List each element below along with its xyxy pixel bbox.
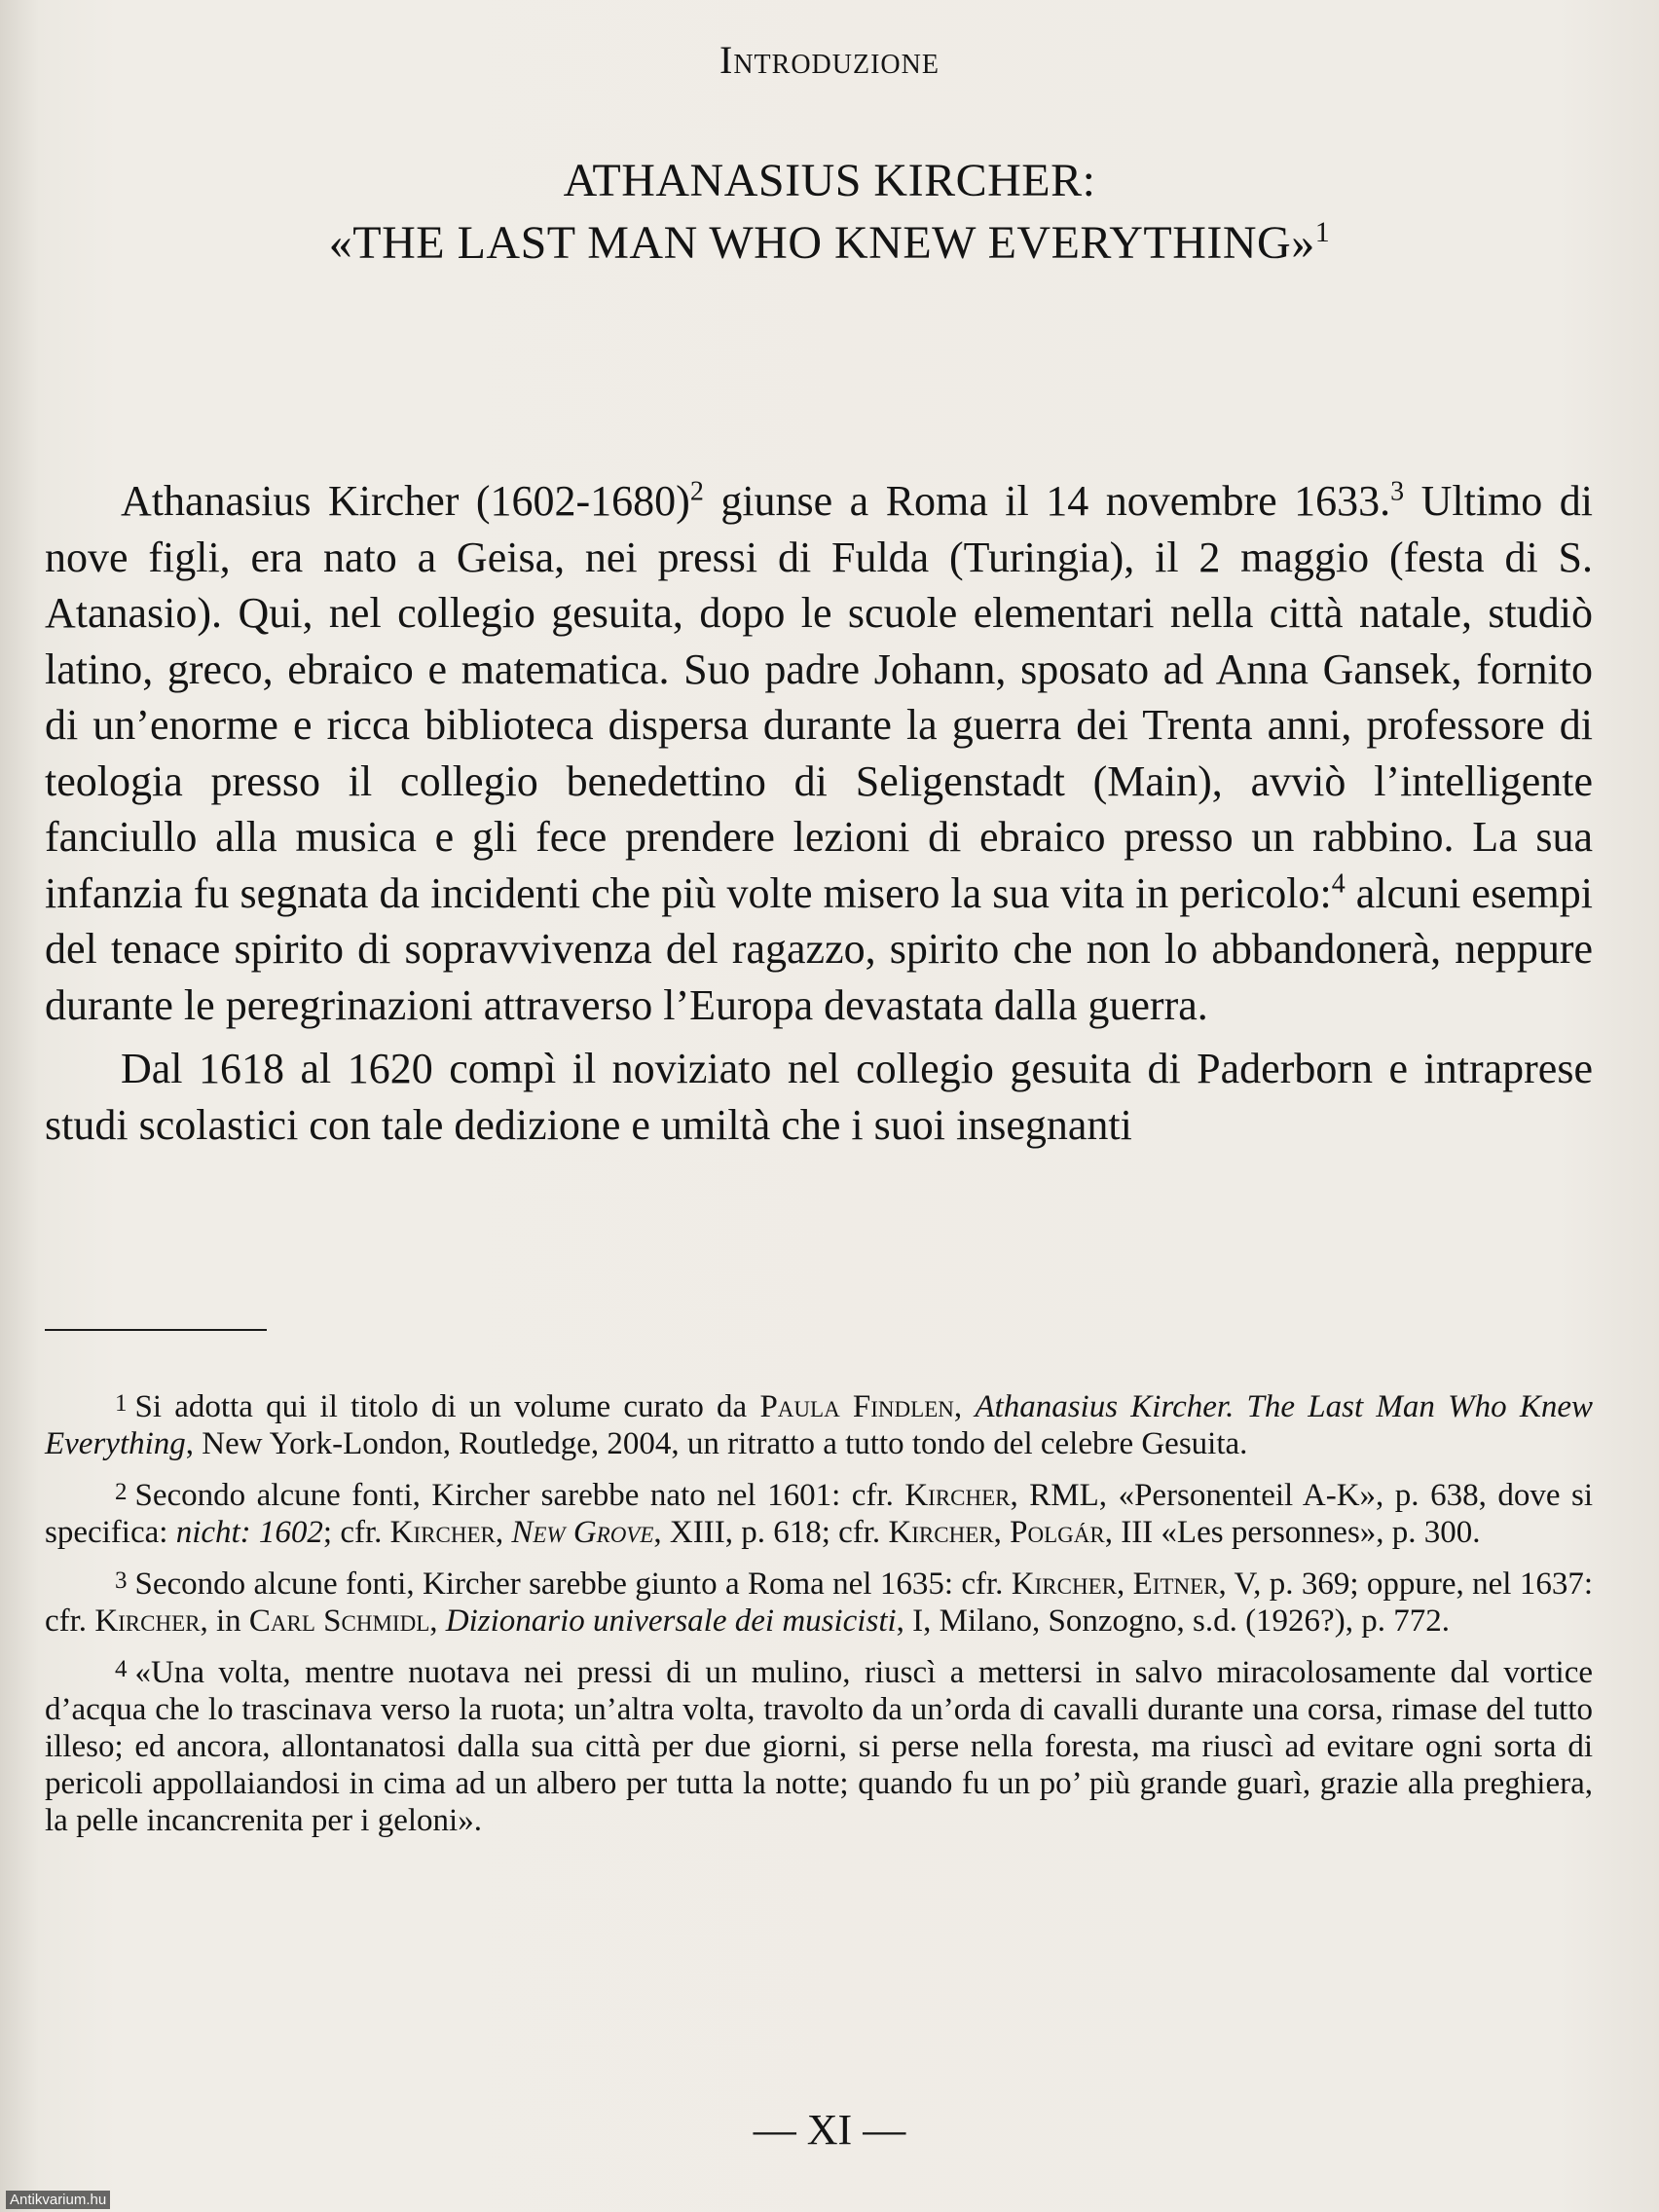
chapter-title-text: «THE LAST MAN WHO KNEW EVERYTHING» (328, 217, 1315, 269)
footnote-author: Paula Findlen (759, 1389, 954, 1424)
footnote-author: Kircher (389, 1515, 496, 1550)
footnote-text: , XIII, p. 618; cfr. (653, 1515, 889, 1550)
paragraph-2: Dal 1618 al 1620 compì il noviziato nel collegio gesuita di Paderborn e intraprese studi scolastici con tale dedizione e umiltà che i suoi insegnanti (45, 1045, 1593, 1149)
paragraph-1 (45, 473, 1593, 1033)
footnote-ref-3: 3 (1390, 476, 1405, 507)
paragraph-1-text-b: giunse a Roma il 14 novembre 1633. (703, 477, 1391, 525)
running-header: Introduzione (719, 38, 940, 82)
footnote-author: Kircher (94, 1604, 201, 1639)
footnote-text: , V, p. 369; oppure, nel 1637: cfr. (45, 1567, 1593, 1639)
main-text (45, 473, 1593, 1161)
footnote-4 (45, 1651, 1593, 1839)
footnote-number: 1 (115, 1390, 128, 1417)
footnote-text: , I, Milano, Sonzogno, s.d. (1926?), p. 772. (896, 1604, 1450, 1639)
footnote-number: 2 (115, 1479, 128, 1505)
footnote-author: Polgár (1010, 1515, 1105, 1550)
footnote-author: Kircher (904, 1478, 1011, 1513)
footnote-quote: nicht: 1602 (175, 1515, 323, 1550)
page-number: — XI — (753, 2106, 906, 2154)
footnote-work-title: Dizionario universale dei musicisti (445, 1604, 897, 1639)
footnote-3 (45, 1563, 1593, 1640)
footnote-text: , (993, 1515, 1011, 1550)
footnote-text: Secondo alcune fonti, Kircher sarebbe giunto a Roma nel 1635: cfr. (134, 1567, 1012, 1602)
footnote-ref-4: 4 (1331, 867, 1346, 899)
watermark: Antikvarium.hu (6, 2191, 110, 2209)
footnote-author: Kircher (888, 1515, 994, 1550)
footnote-number: 3 (115, 1567, 128, 1594)
chapter-title-line-2 (0, 216, 1659, 270)
footnote-text: , (429, 1604, 446, 1639)
footnote-text: Secondo alcune fonti, Kircher sarebbe nato nel 1601: cfr. (134, 1478, 905, 1513)
footnote-divider (45, 1329, 267, 1331)
chapter-title-line-1: ATHANASIUS KIRCHER: (563, 155, 1096, 206)
footnotes (45, 1385, 1593, 1851)
footnote-text: Si adotta qui il titolo di un volume curato da (134, 1389, 760, 1424)
footnote-author: Eitner (1132, 1567, 1219, 1602)
paragraph-1-text-d: alcuni esempi del tenace spirito di sopravvivenza del ragazzo, spirito che non lo abbandonerà, neppure durante le peregrinazioni attraverso l’Europa devastata dalla guerra. (45, 868, 1594, 1029)
footnote-text: , III «Les personnes», p. 300. (1104, 1515, 1481, 1550)
footnote-number: 4 (115, 1656, 128, 1682)
paragraph-1-text-c: Ultimo di nove figli, era nato a Geisa, nei pressi di Fulda (Turingia), il 2 maggio (festa di S. Atanasio). Qui, nel collegio gesuita, dopo le scuole elementari nella città natale, studiò latino, greco, ebraico e matematica. Suo padre Johann, sposato ad Anna Gansek, fornito di un’enorme e ricca biblioteca dispersa durante la guerra dei Trenta anni, professore di teologia presso il collegio benedettino di Seligenstadt (Main), avviò l’intelligente fanciullo alla musica e gli fece prendere lezioni di ebraico presso un rabbino. La sua infanzia fu segnata da incidenti che più volte misero la sua vita in pericolo: (45, 477, 1593, 917)
footnote-ref-2: 2 (689, 476, 704, 507)
footnote-text: , (1117, 1567, 1133, 1602)
footnote-text: , (953, 1389, 976, 1424)
footnote-author: Carl Schmidl (248, 1604, 430, 1639)
footnote-text: ; cfr. (322, 1515, 390, 1550)
footnote-text: , in (200, 1604, 249, 1639)
footnote-work-title: Athanasius Kircher. The Last Man Who Knew Everything (45, 1389, 1594, 1461)
footnote-work-title: New Grove (511, 1515, 654, 1550)
paragraph-1-text-a: Athanasius Kircher (1602-1680) (121, 477, 690, 525)
footnote-author: Kircher (1011, 1567, 1117, 1602)
footnote-text: , New York-London, Routledge, 2004, un ritratto a tutto tondo del celebre Gesuita. (185, 1426, 1248, 1461)
footnote-text: , (495, 1515, 512, 1550)
footnote-text: «Una volta, mentre nuotava nei pressi di un mulino, riuscì a mettersi in salvo miracolosamente dal vortice d’acqua che lo trascinava verso la ruota; un’altra volta, travolto da un’orda di cavalli durante una corsa, rimase del tutto illeso; ed ancora, allontanatosi dalla sua città per due giorni, si perse nella foresta, ma riuscì ad evitare ogni sorta di pericoli appollaiandosi in cima ad un albero per tutta la notte; quando fu un po’ più grande guarì, grazie alla preghiera, la pelle incancrenita per i geloni». (45, 1655, 1593, 1838)
title-footnote-ref: 1 (1314, 216, 1331, 248)
footnote-2 (45, 1474, 1593, 1551)
footnote-text: , RML, «Personenteil A-K», p. 638, dove si specifica: (45, 1478, 1593, 1550)
footnote-1 (45, 1385, 1593, 1462)
